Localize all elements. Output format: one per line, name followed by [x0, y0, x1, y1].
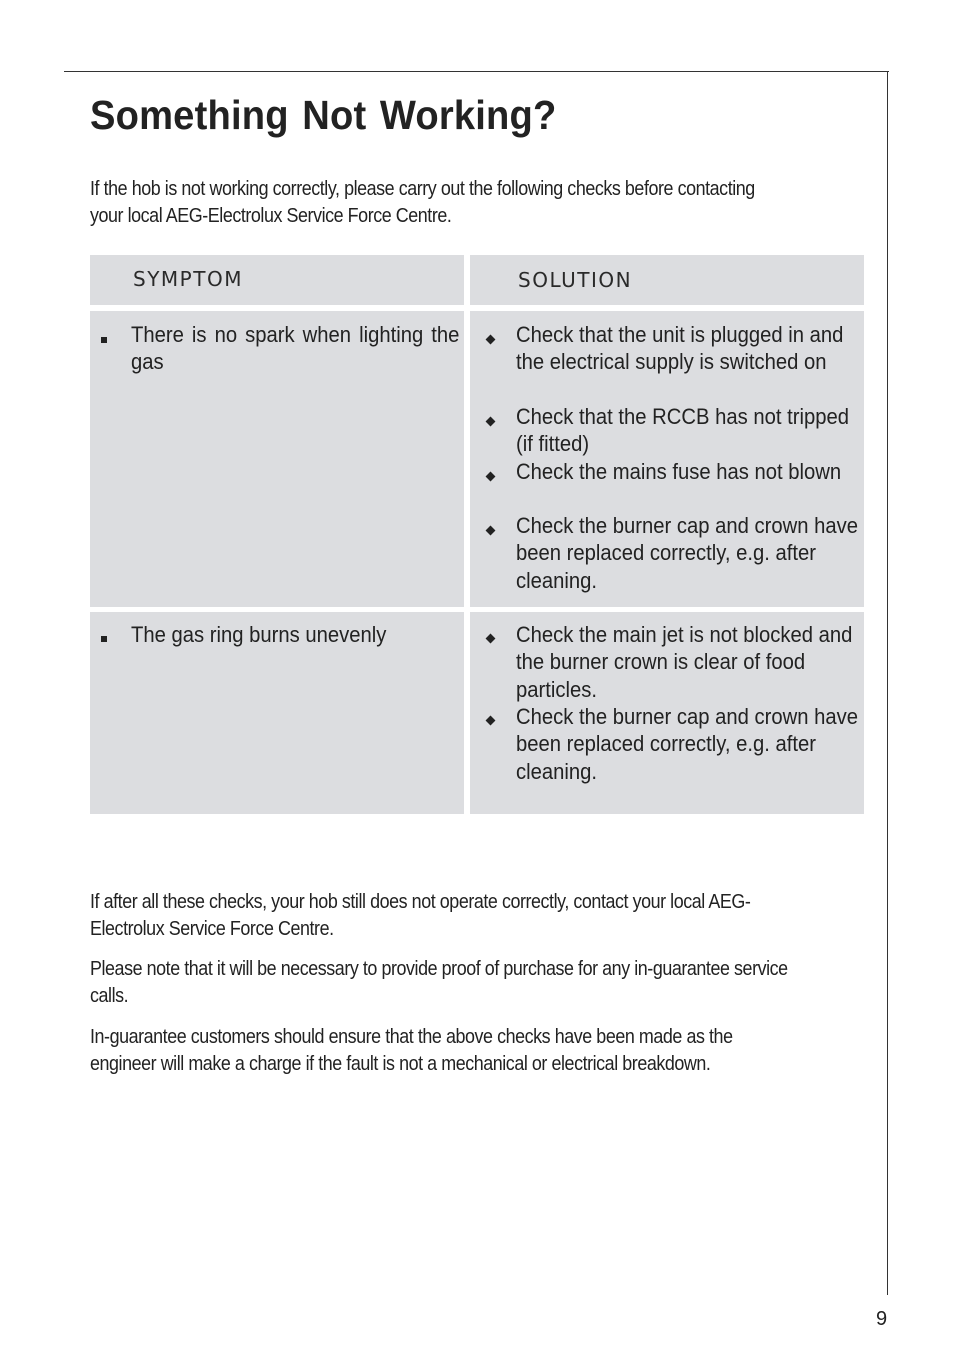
- after-paragraph-2: Please note that it will be necessary to provide proof of purchase for any in-guarantee service calls.: [90, 957, 788, 1007]
- square-bullet-icon: [101, 636, 107, 642]
- diamond-bullet-icon: [486, 335, 496, 345]
- row-1-symptom: There is no spark when lighting the gas: [131, 322, 460, 375]
- row-1-solution-4: Check the burner cap and crown have been replaced correctly, e.g. after cleaning.: [516, 513, 859, 593]
- row-2-symptom-cell: [90, 612, 464, 814]
- row-2-solution-2: Check the burner cap and crown have been replaced correctly, e.g. after cleaning.: [516, 704, 859, 784]
- row-1-solution-3: Check the mains fuse has not blown: [516, 459, 842, 484]
- row-2-solution-1: Check the main jet is not blocked and the burner crown is clear of food particles.: [516, 622, 853, 702]
- diamond-bullet-icon: [486, 716, 496, 726]
- page-title: Something Not Working?: [90, 92, 557, 138]
- row-1-solution-1: Check that the unit is plugged in and the electrical supply is switched on: [516, 322, 844, 375]
- after-paragraph-1: If after all these checks, your hob still does not operate correctly, contact your local AEG-Electrolux Service Force Centre.: [90, 890, 751, 940]
- row-1-solution-cell: [470, 311, 864, 607]
- header-solution-cell: [470, 255, 864, 305]
- row-1-solution-2: Check that the RCCB has not tripped (if fitted): [516, 404, 850, 457]
- right-rule: [887, 71, 888, 1295]
- header-symptom-cell: [90, 255, 464, 305]
- square-bullet-icon: [101, 337, 107, 343]
- top-rule: [64, 71, 889, 72]
- diamond-bullet-icon: [486, 417, 496, 427]
- intro-paragraph: If the hob is not working correctly, please carry out the following checks before contacting your local AEG-Electrolux Service Force Centre.: [90, 177, 755, 227]
- diamond-bullet-icon: [486, 634, 496, 644]
- row-1-symptom-cell: [90, 311, 464, 607]
- diamond-bullet-icon: [486, 526, 496, 536]
- diamond-bullet-icon: [486, 472, 496, 482]
- after-paragraph-3: In-guarantee customers should ensure that the above checks have been made as the engineer will make a charge if the fault is not a mechanical or electrical breakdown.: [90, 1025, 733, 1075]
- page-number: 9: [876, 1308, 888, 1330]
- row-2-symptom: The gas ring burns unevenly: [131, 622, 387, 647]
- header-solution: SOLUTION: [518, 268, 633, 292]
- header-symptom: SYMPTOM: [133, 267, 243, 291]
- row-2-solution-cell: [470, 612, 864, 814]
